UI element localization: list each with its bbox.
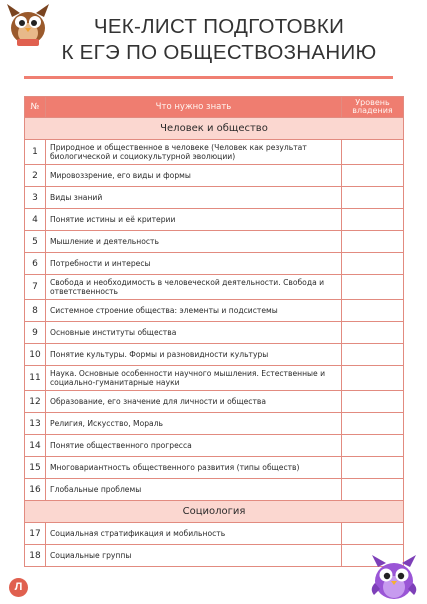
row-topic: Социальная стратификация и мобильность <box>46 523 342 545</box>
table-row <box>25 413 404 435</box>
table-row <box>25 457 404 479</box>
row-topic: Виды знаний <box>46 187 342 209</box>
table-row <box>25 435 404 457</box>
table-header-row <box>25 97 404 118</box>
column-header-level: Уровень владения <box>342 97 404 118</box>
row-topic: Основные институты общества <box>46 322 342 344</box>
section-title: Социология <box>25 501 404 523</box>
row-number: 7 <box>25 275 46 300</box>
level-cell[interactable] <box>342 391 404 413</box>
title-line-2: К ЕГЭ ПО ОБЩЕСТВОЗНАНИЮ <box>61 41 377 64</box>
title-divider <box>24 76 393 79</box>
table-row <box>25 322 404 344</box>
row-number: 16 <box>25 479 46 501</box>
row-number: 6 <box>25 253 46 275</box>
table-row <box>25 391 404 413</box>
table-row <box>25 523 404 545</box>
row-number: 8 <box>25 300 46 322</box>
table-row <box>25 300 404 322</box>
logo-badge-icon: Л <box>9 578 28 597</box>
level-cell[interactable] <box>342 457 404 479</box>
table-row <box>25 140 404 165</box>
table-row <box>25 344 404 366</box>
row-number: 3 <box>25 187 46 209</box>
row-number: 1 <box>25 140 46 165</box>
level-cell[interactable] <box>342 322 404 344</box>
row-topic: Потребности и интересы <box>46 253 342 275</box>
row-number: 15 <box>25 457 46 479</box>
row-topic: Понятие общественного прогресса <box>46 435 342 457</box>
row-number: 9 <box>25 322 46 344</box>
row-topic: Мышление и деятельность <box>46 231 342 253</box>
row-topic: Религия, Искусство, Мораль <box>46 413 342 435</box>
table-row <box>25 187 404 209</box>
row-topic: Понятие культуры. Формы и разновидности культуры <box>46 344 342 366</box>
row-topic: Наука. Основные особенности научного мышления. Естественные и социально-гуманитарные науки <box>46 366 342 391</box>
level-cell[interactable] <box>342 187 404 209</box>
row-number: 18 <box>25 545 46 567</box>
level-cell[interactable] <box>342 165 404 187</box>
level-cell[interactable] <box>342 275 404 300</box>
section-row <box>25 118 404 140</box>
level-cell[interactable] <box>342 344 404 366</box>
column-header-number: № <box>25 97 46 118</box>
table-row <box>25 209 404 231</box>
level-cell[interactable] <box>342 435 404 457</box>
owl-mascot-icon <box>368 553 420 601</box>
section-row <box>25 501 404 523</box>
table-row <box>25 545 404 567</box>
row-number: 2 <box>25 165 46 187</box>
checklist-table <box>24 96 404 567</box>
row-number: 4 <box>25 209 46 231</box>
level-cell[interactable] <box>342 523 404 545</box>
row-number: 17 <box>25 523 46 545</box>
title-line-1: ЧЕК-ЛИСТ ПОДГОТОВКИ <box>93 15 345 38</box>
row-topic: Глобальные проблемы <box>46 479 342 501</box>
level-cell[interactable] <box>342 479 404 501</box>
table-row <box>25 165 404 187</box>
row-topic: Многовариантность общественного развития (типы обществ) <box>46 457 342 479</box>
row-number: 12 <box>25 391 46 413</box>
level-cell[interactable] <box>342 140 404 165</box>
table-row <box>25 231 404 253</box>
level-cell[interactable] <box>342 300 404 322</box>
row-number: 13 <box>25 413 46 435</box>
row-number: 5 <box>25 231 46 253</box>
row-topic: Природное и общественное в человеке (Человек как результат биологической и социокультурной эволюции) <box>46 140 342 165</box>
level-cell[interactable] <box>342 209 404 231</box>
row-topic: Системное строение общества: элементы и подсистемы <box>46 300 342 322</box>
row-topic: Свобода и необходимость в человеческой деятельности. Свобода и ответственность <box>46 275 342 300</box>
row-number: 11 <box>25 366 46 391</box>
table-row <box>25 253 404 275</box>
table-row <box>25 275 404 300</box>
row-topic: Понятие истины и её критерии <box>46 209 342 231</box>
row-number: 14 <box>25 435 46 457</box>
section-title: Человек и общество <box>25 118 404 140</box>
row-topic: Образование, его значение для личности и общества <box>46 391 342 413</box>
table-row <box>25 479 404 501</box>
level-cell[interactable] <box>342 366 404 391</box>
row-number: 10 <box>25 344 46 366</box>
level-cell[interactable] <box>342 413 404 435</box>
page-title <box>34 14 404 66</box>
column-header-topic: Что нужно знать <box>46 97 342 118</box>
level-cell[interactable] <box>342 231 404 253</box>
table-row <box>25 366 404 391</box>
level-cell[interactable] <box>342 253 404 275</box>
row-topic: Социальные группы <box>46 545 342 567</box>
row-topic: Мировоззрение, его виды и формы <box>46 165 342 187</box>
